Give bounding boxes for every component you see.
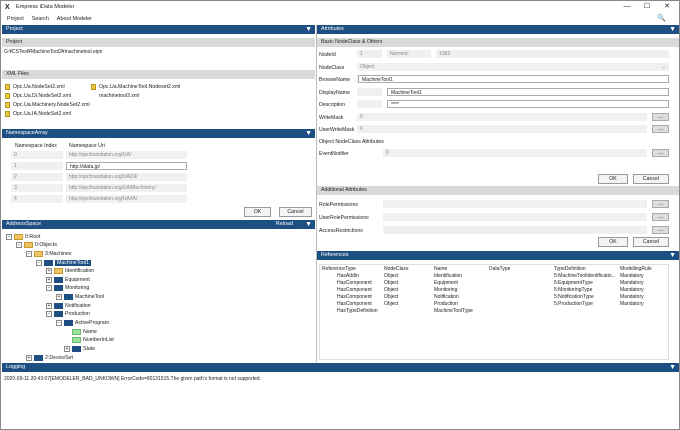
nodeclass-label: NodeClass (319, 65, 345, 71)
table-row[interactable]: HasTypeDefinition MachineToolType (337, 307, 473, 314)
menu-project[interactable]: Project (7, 15, 24, 22)
expand-icon: + (47, 303, 51, 309)
close-button[interactable]: ✕ (664, 3, 670, 10)
nodeclass-select[interactable]: Object ⌄ (357, 63, 669, 71)
xmlfiles-right-list (91, 82, 180, 100)
references-header-label: References (321, 252, 349, 258)
file-icon (5, 93, 10, 99)
collapse-arrow-icon[interactable]: ▼ (669, 252, 676, 259)
tree-node-state[interactable]: + State (65, 346, 96, 352)
col-typedefinition[interactable]: TypeDefinition (554, 265, 586, 272)
project-subheader: Project (2, 38, 315, 47)
ns-ok-button[interactable]: OK (244, 207, 271, 217)
table-row[interactable]: HasComponent Object Notification 5:NotificationType Mandatory (337, 293, 644, 300)
menu-search[interactable]: Search (31, 15, 49, 22)
userwritemask-edit-button[interactable]: ... (652, 125, 669, 133)
file-icon (5, 84, 10, 90)
eventnotifier-label: EventNotifier (319, 151, 349, 157)
basic-subheader: Basic NodeClass & Others (317, 38, 679, 47)
collapse-arrow-icon[interactable]: ▼ (305, 26, 312, 33)
tree-node-notification[interactable]: + Notification (47, 303, 91, 309)
additional-ok-button[interactable]: OK (598, 237, 628, 247)
ns-row[interactable]: 1 http://idata.jp/ (11, 162, 187, 170)
file-icon (5, 111, 10, 117)
folder-icon (14, 234, 23, 240)
expand-icon: + (65, 346, 69, 352)
reload-button[interactable]: Reload (275, 221, 293, 227)
minimize-button[interactable]: — (623, 3, 631, 10)
tree-node-monitoring[interactable]: − Monitoring (47, 285, 90, 291)
object-icon (44, 260, 53, 266)
tree-node-identification[interactable]: + Identification (47, 268, 95, 274)
project-header-label: Project (6, 26, 23, 32)
displayname-field[interactable]: MachineTool1 (387, 88, 669, 96)
collapse-arrow-icon[interactable]: ▼ (305, 221, 312, 228)
folder-icon (54, 268, 63, 274)
xml-file-item[interactable]: Opc.Ua.NodeSet2.xml (5, 82, 90, 91)
accessrestrictions-label: AccessRestrictions (319, 228, 363, 234)
project-header[interactable] (2, 25, 315, 34)
nodeid-ns-field: 1 (357, 50, 382, 58)
references-header[interactable] (317, 251, 679, 260)
xml-file-item[interactable]: machinetool3.xml (99, 92, 140, 99)
userrolepermissions-field (383, 213, 647, 221)
addressspace-header-label: AddressSpace (6, 221, 42, 227)
displayname-label: DisplayName (319, 90, 350, 96)
table-row[interactable]: HasComponent Object Equipment 5:EquipmentType Mandatory (337, 279, 644, 286)
object-icon (64, 294, 73, 300)
attr-ok-button[interactable]: OK (598, 174, 628, 184)
tree-node-machinetool[interactable]: + MachineTool (57, 294, 105, 300)
tree-node-production[interactable]: − Production (47, 311, 90, 317)
displayname-locale-field[interactable] (357, 88, 382, 96)
accessrestrictions-edit-button[interactable]: ... (652, 226, 669, 234)
nodeid-label: NodeId (319, 52, 336, 58)
object-icon (54, 311, 63, 317)
col-name[interactable]: Name (434, 265, 448, 272)
xml-file-item[interactable]: Opc.Ua.Machinery.NodeSet2.xml (5, 100, 90, 109)
addressspace-header[interactable] (2, 220, 315, 229)
rolepermissions-label: RolePermissions (319, 202, 358, 208)
nodeid-type-field: Numeric (387, 50, 431, 58)
attributes-header-label: Attributes (321, 26, 344, 32)
tree-node-objects[interactable]: − 0:Objects (17, 242, 57, 248)
window-title: Empress iData Modeler (16, 4, 75, 10)
userrolepermissions-label: UserRolePermissions (319, 215, 369, 221)
xmlfiles-subheader: XML Files (2, 70, 315, 79)
object-icon (34, 355, 43, 361)
userwritemask-label: UserWriteMask (319, 127, 355, 133)
expand-icon: + (47, 268, 51, 274)
rolepermissions-field (383, 200, 647, 208)
expand-icon: − (27, 251, 31, 257)
browsename-label: BrowseName (319, 77, 351, 83)
variable-icon (72, 337, 81, 343)
writemask-label: WriteMask (319, 115, 344, 121)
attr-cancel-button[interactable]: Cancel (633, 174, 669, 184)
tree-node-numberinlist[interactable]: NumberInList (72, 336, 114, 344)
chevron-down-icon: ⌄ (661, 64, 666, 70)
ns-cancel-button[interactable]: Cancel (279, 207, 312, 217)
eventnotifier-field: 0 (383, 149, 647, 157)
object-icon (64, 320, 73, 326)
namespace-header-label: NamespaceArray (6, 130, 48, 136)
additional-subheader: Additional Attributes (317, 186, 679, 195)
eventnotifier-edit-button[interactable]: ... (652, 149, 669, 157)
attributes-header[interactable] (317, 25, 679, 34)
expand-icon: − (47, 311, 51, 317)
tree-node-activeprogram[interactable]: − ActiveProgram (57, 320, 110, 326)
folder-icon (34, 251, 43, 257)
accessrestrictions-field (383, 226, 647, 234)
table-row[interactable]: HasComponent Object Production 5:ProductionType Mandatory (337, 300, 644, 307)
xml-file-item[interactable]: Opc.Ua.Di.NodeSet2.xml (5, 91, 90, 100)
references-table-container (319, 264, 669, 360)
logging-header-label: Logging (6, 364, 26, 370)
references-table (320, 265, 670, 314)
expand-icon: + (47, 277, 51, 283)
objattr-label: Object NodeClass Attributes (319, 139, 384, 145)
object-icon (54, 285, 63, 291)
namespace-header[interactable] (2, 129, 315, 138)
log-line: 2020-09-11 20:43:07[EMODELER_BAD_UNKOWN] ErrorCode=80131515.The given path's format is not supported. (4, 376, 261, 382)
tree-node-machines[interactable]: − 3:Machines (27, 251, 72, 257)
expand-icon: − (47, 285, 51, 291)
description-field[interactable]: **** (387, 100, 669, 108)
ns-row[interactable]: 2 http://opcfoundation.org/UA/DI/ (11, 173, 187, 181)
col-nodeclass[interactable]: NodeClass (384, 265, 409, 272)
variable-icon (72, 329, 81, 335)
xml-file-item[interactable]: Opc.Ua.MachineTool.Nodeset2.xml (91, 82, 180, 91)
additional-cancel-button[interactable]: Cancel (633, 237, 669, 247)
expand-icon: + (27, 355, 31, 361)
description-locale-field[interactable] (357, 100, 382, 108)
maximize-button[interactable]: ☐ (643, 3, 651, 10)
browsename-field[interactable]: MachineTool1 (358, 75, 669, 83)
file-icon (91, 84, 96, 90)
table-row[interactable]: HasComponent Object Monitoring 5:MonitoringType Mandatory (337, 286, 644, 293)
menu-about[interactable]: About Modeler (56, 15, 92, 22)
address-tree (2, 231, 315, 361)
expand-icon: − (57, 320, 61, 326)
xml-file-item[interactable]: Opc.Ua.IA.NodeSet2.xml (5, 109, 90, 118)
collapse-arrow-icon[interactable]: ▼ (305, 130, 312, 137)
ns-col-uri: Namespace Uri (69, 143, 105, 149)
ns-row[interactable]: 3 http://opcfoundation.org/UA/Machinery/ (11, 184, 187, 192)
expand-icon: − (37, 260, 41, 266)
expand-icon: − (17, 242, 21, 248)
folder-icon (24, 242, 33, 248)
menu-bar (1, 14, 679, 23)
expand-icon: − (7, 234, 11, 240)
logging-header[interactable] (2, 363, 679, 372)
userwritemask-field: 0 (357, 125, 647, 133)
object-icon (54, 277, 63, 283)
tree-node-name[interactable]: Name (72, 328, 97, 336)
collapse-arrow-icon[interactable]: ▼ (669, 26, 676, 33)
col-referencetype[interactable]: ReferenceType (322, 265, 356, 272)
ns-col-index: Namespace Index (15, 143, 57, 149)
table-row[interactable]: HasAddIn Object Identification 5:MachineToolIdentificatio... Mandatory (337, 272, 644, 279)
tree-node-root[interactable]: − 0:Root (7, 234, 41, 240)
collapse-arrow-icon[interactable]: ▼ (669, 364, 676, 371)
object-icon (54, 303, 63, 309)
expand-icon: + (57, 294, 61, 300)
references-header-row (320, 265, 670, 272)
userrolepermissions-edit-button[interactable]: ... (652, 213, 669, 221)
search-icon[interactable]: 🔍 (657, 15, 666, 22)
col-modellingrule[interactable]: ModellingRule (620, 265, 652, 272)
tree-node-machinetool1[interactable]: − MachineTool1 (37, 260, 90, 266)
namespace-table (11, 151, 187, 203)
splitter-vertical[interactable] (316, 25, 317, 362)
col-datatype[interactable]: DataType (489, 265, 511, 272)
tree-node-equipment[interactable]: + Equipment (47, 277, 90, 283)
project-path: G:¥CSTest¥MachineTool3¥machinetool.eipn (4, 49, 103, 55)
description-label: Description (319, 102, 345, 108)
ns-row[interactable]: 0 http://opcfoundation.org/UA/ (11, 151, 187, 159)
nodeid-value-field: 1083 (436, 50, 669, 58)
title-bar (1, 1, 679, 13)
writemask-edit-button[interactable]: ... (652, 113, 669, 121)
rolepermissions-edit-button[interactable]: ... (652, 200, 669, 208)
writemask-field: 0 (357, 113, 647, 121)
xmlfiles-left-list (5, 82, 90, 118)
ns-row[interactable]: 4 http://opcfoundation.org/UA/IA/ (11, 195, 187, 203)
tree-node-deviceset[interactable]: + 2:DeviceSet (27, 355, 73, 361)
file-icon (5, 102, 10, 108)
object-icon (72, 346, 81, 352)
app-logo-icon: X (5, 3, 10, 11)
